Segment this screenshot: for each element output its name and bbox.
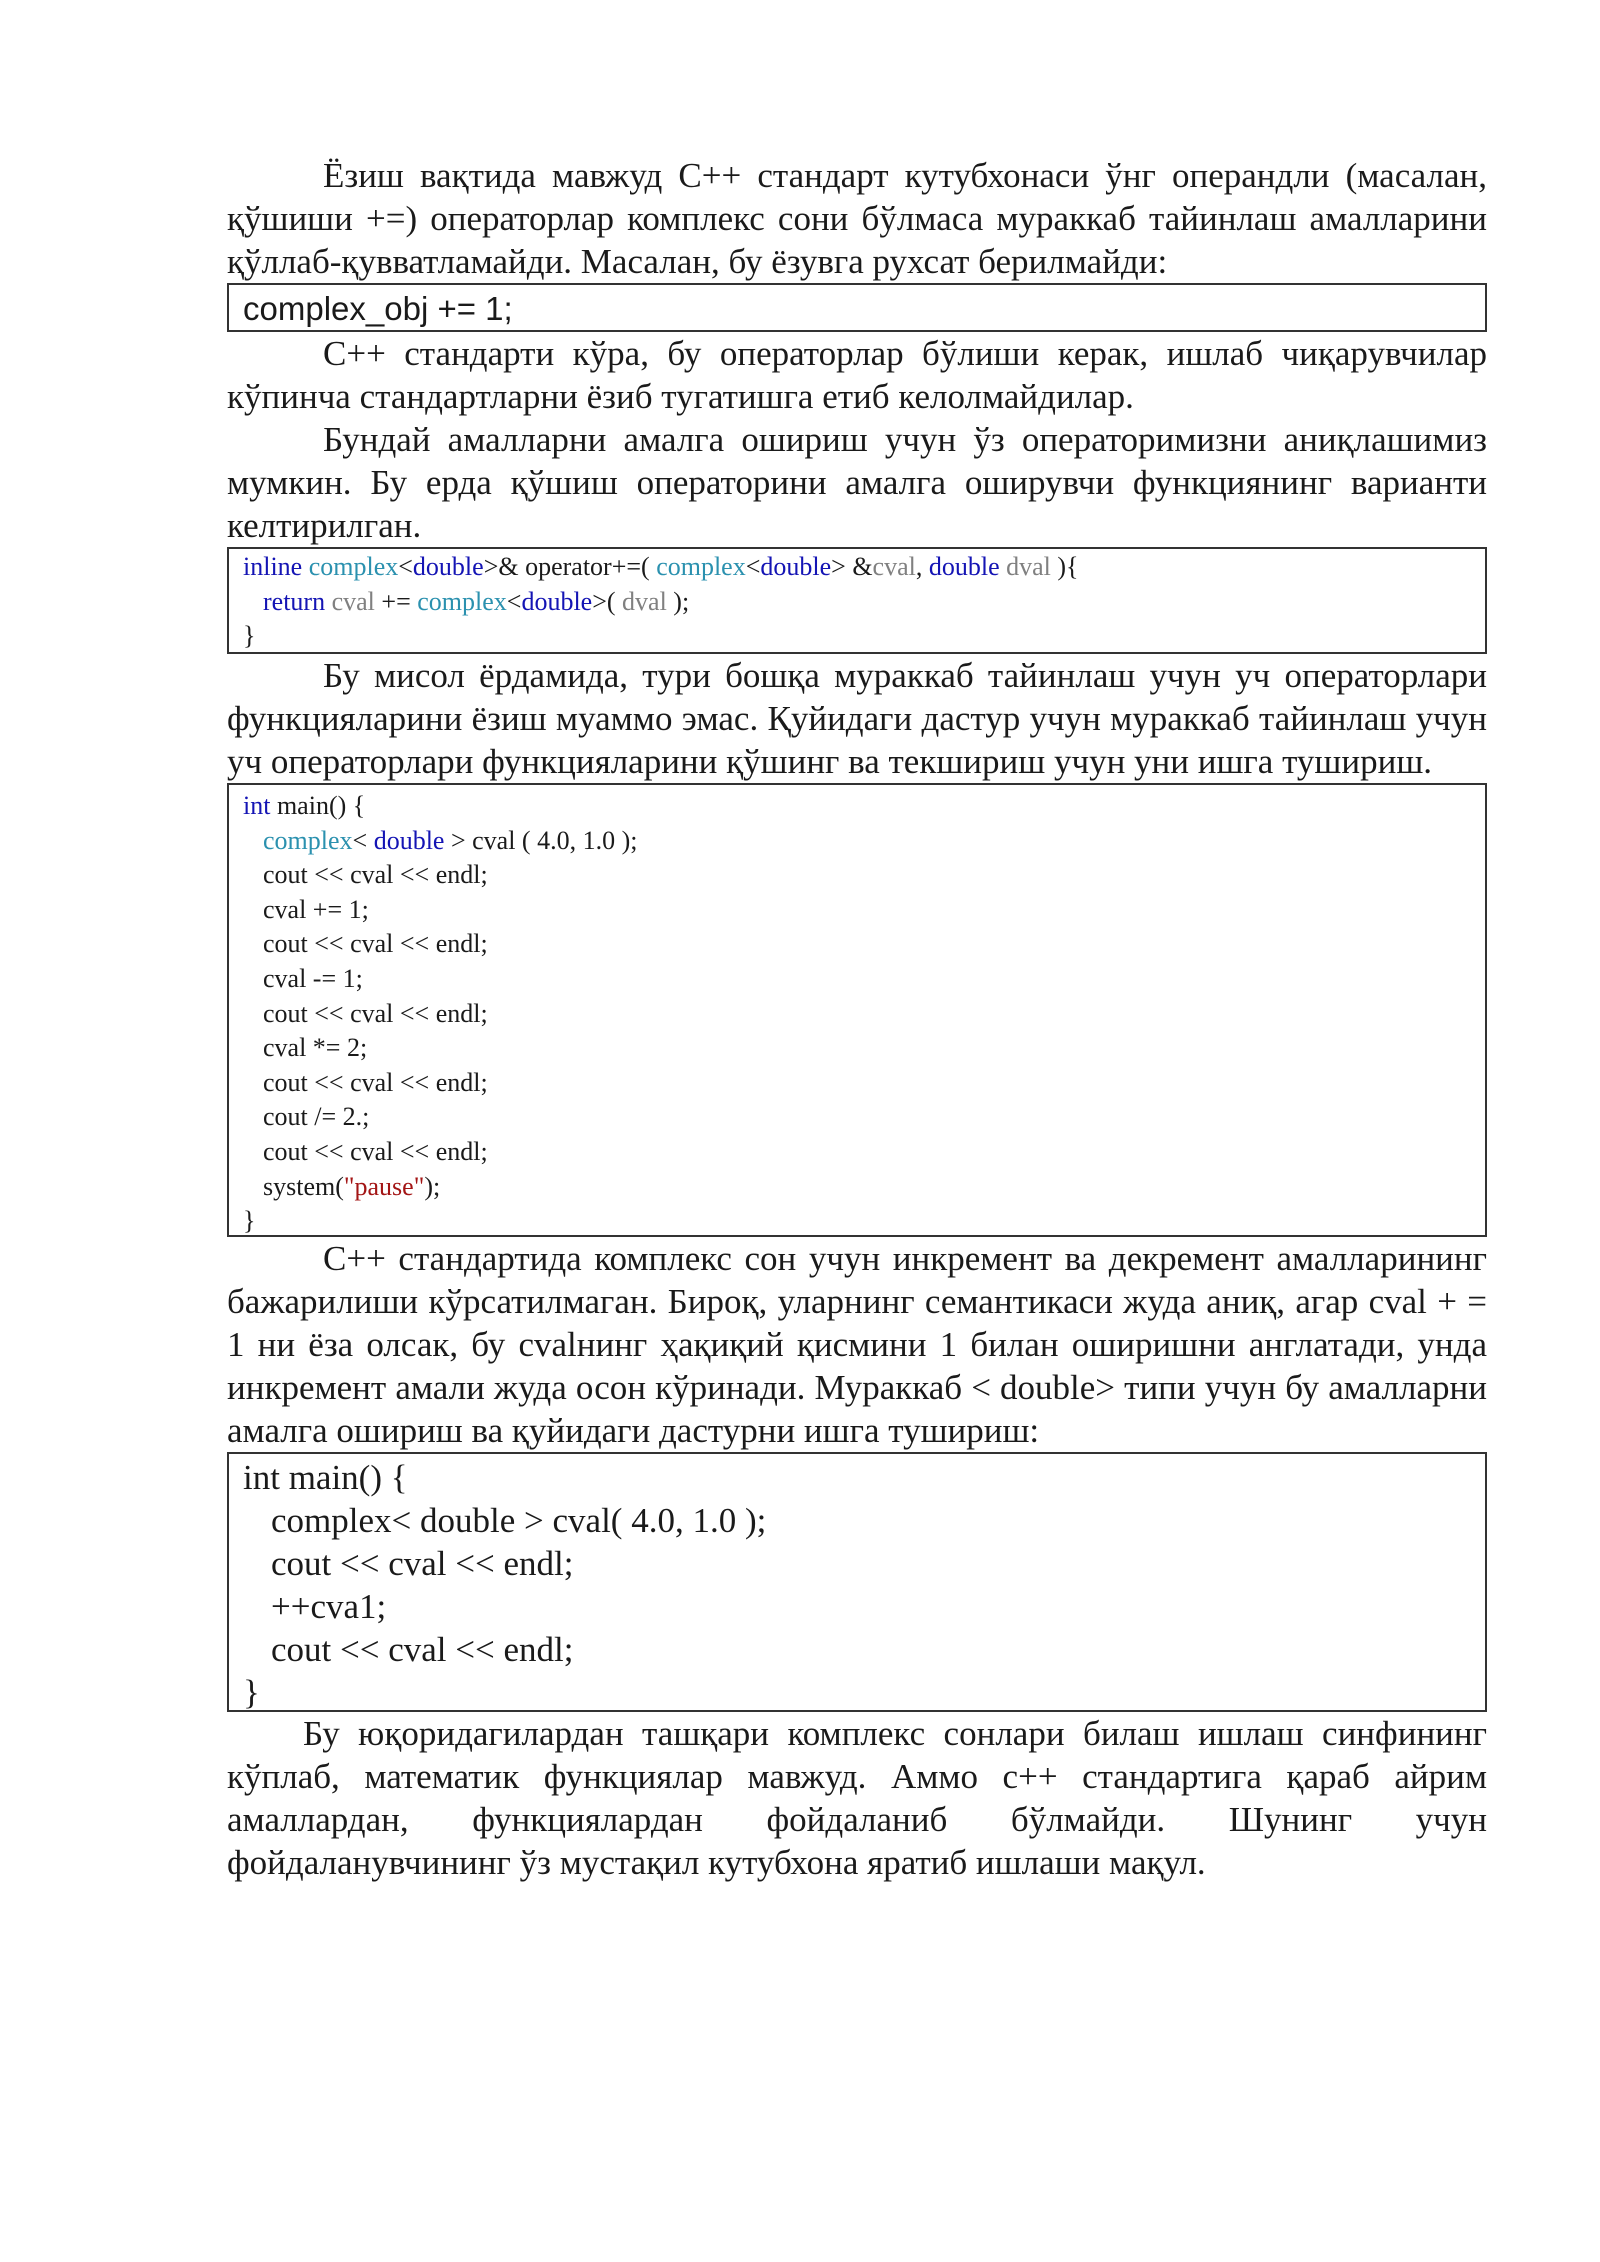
paragraph-intro-text: Ёзиш вақтида мавжуд C++ стандарт кутубхонаси ўнг операндли (масалан, қўшиши +=) операторлар комплекс сони бўлмаса мураккаб тайинлаш амалларини қўллаб-қувватламайди. Масалан, бу ёзувга рухсат берилмайди: bbox=[227, 156, 1487, 281]
code-text: < bbox=[745, 552, 761, 581]
code-text: < bbox=[352, 825, 374, 855]
code-block-4 bbox=[227, 1452, 1487, 1712]
code-line: cout << cval << endl; bbox=[271, 1630, 574, 1669]
code-block-2 bbox=[227, 547, 1487, 654]
code-line bbox=[243, 550, 1485, 585]
paragraph-example bbox=[227, 654, 1487, 783]
code-line: complex_obj += 1; bbox=[243, 290, 513, 327]
keyword: double bbox=[412, 552, 484, 581]
keyword: double bbox=[928, 552, 1000, 581]
code-line bbox=[243, 1170, 1485, 1205]
paragraph-conclusion bbox=[227, 1712, 1487, 1884]
code-line: cout << cval << endl; bbox=[263, 860, 488, 890]
keyword: inline bbox=[243, 552, 303, 581]
code-line: cout << cval << endl; bbox=[271, 1544, 574, 1583]
code-text: main() { bbox=[270, 791, 366, 820]
code-line: } bbox=[243, 1206, 256, 1236]
code-line: cval -= 1; bbox=[263, 963, 363, 993]
paragraph-operators-text: Бундай амалларни амалга ошириш учун ўз операторимизни аниқлашимиз мумкин. Бу ерда қўшиш операторини амалга оширувчи функциянинг варианти келтирилган. bbox=[227, 420, 1487, 545]
code-text: > cval ( 4.0, 1.0 ); bbox=[444, 825, 638, 855]
code-text: < bbox=[398, 552, 413, 581]
paragraph-example-text: Бу мисол ёрдамида, тури бошқа мураккаб тайинлаш учун уч операторлари функцияларини ёзиш муаммо эмас. Қуйидаги дастур учун мураккаб тайинлаш учун уч операторлари функцияларини қўшинг ва текшириш учун уни ишга тушириш. bbox=[227, 656, 1487, 781]
code-text: >& operator+=( bbox=[483, 552, 657, 581]
code-text: ){ bbox=[1050, 552, 1079, 581]
type-name: complex bbox=[263, 825, 353, 855]
parameter-name: cval bbox=[872, 552, 916, 581]
code-line: cout << cval << endl; bbox=[263, 1067, 488, 1097]
code-text: += bbox=[374, 586, 418, 616]
code-line bbox=[243, 824, 1485, 859]
code-line: cout << cval << endl; bbox=[263, 929, 488, 959]
code-text: ); bbox=[424, 1171, 441, 1201]
keyword: return bbox=[263, 586, 326, 616]
keyword: double bbox=[373, 825, 445, 855]
code-text: < bbox=[506, 586, 522, 616]
paragraph-operators bbox=[227, 418, 1487, 547]
string-literal: "pause" bbox=[343, 1171, 425, 1201]
code-line bbox=[243, 585, 1485, 620]
code-line: cval += 1; bbox=[263, 894, 369, 924]
code-line: ++cva1; bbox=[271, 1587, 387, 1626]
paragraph-standard-text: C++ стандарти кўра, бу операторлар бўлиши керак, ишлаб чиқарувчилар кўпинча стандартларни ёзиб тугатишга етиб келолмайдилар. bbox=[227, 334, 1487, 416]
code-line: cval *= 2; bbox=[263, 1033, 368, 1063]
document-page bbox=[227, 150, 1487, 1884]
code-line: cout << cval << endl; bbox=[263, 1136, 488, 1166]
parameter-name: dval bbox=[622, 586, 667, 616]
code-line bbox=[243, 789, 1485, 824]
type-name: complex bbox=[417, 586, 507, 616]
code-line: cout << cval << endl; bbox=[263, 998, 488, 1028]
code-text: >( bbox=[592, 586, 623, 616]
code-text: ); bbox=[666, 586, 690, 616]
code-line: complex< double > cval( 4.0, 1.0 ); bbox=[271, 1501, 767, 1540]
code-text: > & bbox=[831, 552, 873, 581]
keyword: double bbox=[521, 586, 593, 616]
parameter-name: cval bbox=[331, 586, 375, 616]
paragraph-standard bbox=[227, 332, 1487, 418]
type-name: complex bbox=[308, 552, 399, 581]
code-line: } bbox=[243, 1673, 260, 1712]
parameter-name: dval bbox=[1006, 552, 1051, 581]
keyword: double bbox=[760, 552, 832, 581]
code-line: cout /= 2.; bbox=[263, 1102, 370, 1132]
paragraph-increment bbox=[227, 1237, 1487, 1452]
paragraph-increment-text: C++ стандартида комплекс сон учун инкремент ва декремент амалларининг бажарилиши кўрсатилмаган. Бироқ, уларнинг семантикаси жуда аниқ, агар cval + = 1 ни ёза олсак, бу cvalнинг ҳақиқий қисмини 1 билан оширишни англатади, унда инкремент амали жуда осон кўринади. Мураккаб < double> типи учун бу амалларни амалга ошириш ва қуйидаги дастурни ишга тушириш: bbox=[227, 1239, 1487, 1450]
code-block-1 bbox=[227, 283, 1487, 332]
code-line: } bbox=[243, 621, 256, 651]
code-text: system( bbox=[263, 1171, 344, 1201]
keyword: int bbox=[243, 791, 271, 820]
code-block-3 bbox=[227, 783, 1487, 1237]
code-text: , bbox=[915, 552, 929, 581]
paragraph-intro bbox=[227, 154, 1487, 283]
type-name: complex bbox=[656, 552, 746, 581]
code-line: int main() { bbox=[243, 1458, 408, 1497]
paragraph-conclusion-text: Бу юқоридагилардан ташқари комплекс сонлари билаш ишлаш синфининг кўплаб, математик функциялар мавжуд. Аммо c++ стандартига қараб айрим амаллардан, функциялардан фойдаланиб бўлмайди. Шунинг учун фойдаланувчининг ўз мустақил кутубхона яратиб ишлаши мақул. bbox=[227, 1714, 1487, 1882]
